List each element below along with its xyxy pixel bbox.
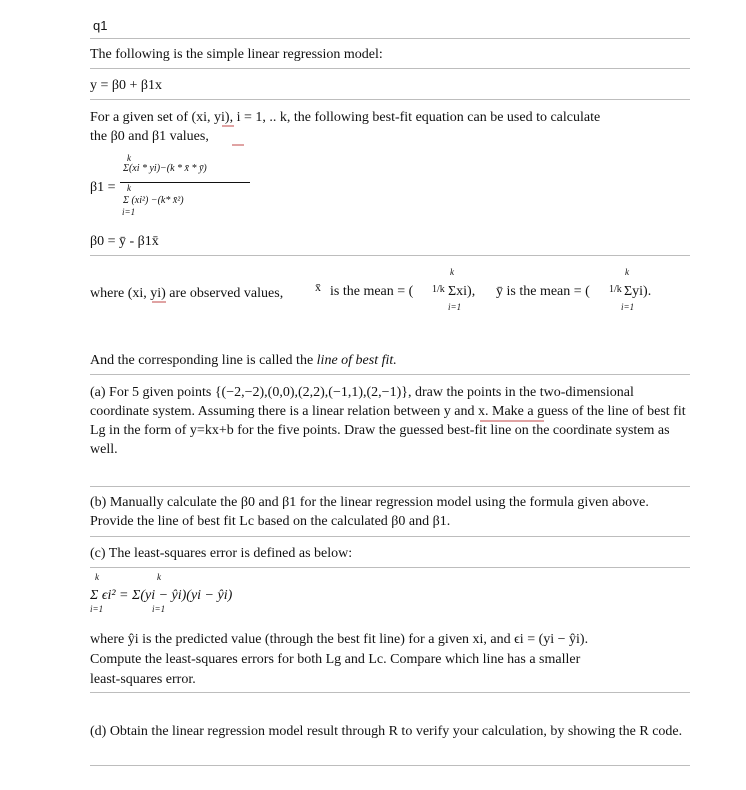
beta1-denominator: Σ (xi²) −(k* x̄²)	[123, 195, 184, 206]
divider	[90, 765, 690, 766]
spellcheck-underline	[232, 144, 244, 146]
part-c-intro: (c) The least-squares error is defined as below:	[90, 546, 353, 561]
divider	[90, 255, 690, 256]
sum-lower: i=1	[448, 302, 462, 312]
divider	[90, 99, 690, 100]
lse-formula: Σ ϵi² = Σ(yi − ŷi)(yi − ŷi)	[90, 588, 233, 603]
part-c-compute: Compute the least-squares errors for both Lg and Lc. Compare which line has a smaller	[90, 652, 581, 667]
sum-upper: k	[127, 183, 131, 193]
one-over-k: 1/k	[432, 284, 445, 295]
part-c-where: where ŷi is the predicted value (through the best fit line) for a given xi, and ϵi = (yi − ŷi).	[90, 632, 589, 647]
best-fit-text-b: line of best fit.	[316, 353, 397, 368]
fraction-bar	[120, 182, 250, 183]
divider	[90, 567, 690, 568]
sum-lower: i=1	[152, 604, 166, 614]
intro-text: The following is the simple linear regression model:	[90, 47, 383, 62]
mean-x-text: is the mean = (	[330, 284, 414, 299]
mean-y-inner: Σyi).	[624, 284, 652, 299]
given-text-2: the β0 and β1 values,	[90, 129, 209, 144]
question-number: q1	[93, 18, 108, 33]
divider	[90, 374, 690, 375]
best-fit-text-a: And the corresponding line is called the	[90, 353, 317, 368]
part-b: (b) Manually calculate the β0 and β1 for the linear regression model using the formula given above. Provide the line of best fit Lc based on the calculated β0 and β1.	[90, 495, 649, 529]
sum-upper: k	[95, 572, 99, 582]
sum-lower: i=1	[90, 604, 104, 614]
where-text: where (xi, yi) are observed values,	[90, 286, 284, 301]
mean-y-text: ȳ is the mean = (	[496, 284, 590, 299]
part-a: (a) For 5 given points {(−2,−2),(0,0),(2,2),(−1,1),(2,−1)}, draw the points in the two-dimensional coordinate system. Assuming there is a linear relation between y and x. Make a guess of the line of best fit Lg in the form of y=kx+b for the five points. Draw the guessed best-fit line on the coordinate system as well.	[90, 385, 686, 457]
sum-upper: k	[450, 267, 454, 277]
sum-lower: i=1	[621, 302, 635, 312]
divider	[90, 38, 690, 39]
beta1-numerator: Σ(xi * yi)−(k * x̄ * ȳ)	[123, 163, 207, 174]
sum-lower: i=1	[122, 207, 136, 217]
x-bar-symbol: x̄	[315, 280, 321, 294]
part-d: (d) Obtain the linear regression model result through R to verify your calculation, by showing the R code.	[90, 724, 683, 739]
divider	[90, 68, 690, 69]
part-c-compute-2: least-squares error.	[90, 672, 196, 687]
divider	[90, 536, 690, 537]
mean-x-inner: Σxi),	[448, 284, 476, 299]
beta0-formula: β0 = ȳ - β1x̄	[90, 234, 159, 249]
spellcheck-underline	[222, 125, 234, 127]
best-fit-text	[90, 351, 397, 370]
beta1-lhs: β1 =	[90, 180, 116, 195]
divider	[90, 486, 690, 487]
sum-upper: k	[127, 153, 131, 163]
given-text: For a given set of (xi, yi), i = 1, .. k, the following best-fit equation can be used to calculate	[90, 110, 601, 125]
sum-upper: k	[157, 572, 161, 582]
one-over-k: 1/k	[609, 284, 622, 295]
spellcheck-underline	[152, 301, 166, 303]
spellcheck-underline	[480, 420, 544, 422]
model-equation: y = β0 + β1x	[90, 78, 163, 93]
divider	[90, 692, 690, 693]
sum-upper: k	[625, 267, 629, 277]
